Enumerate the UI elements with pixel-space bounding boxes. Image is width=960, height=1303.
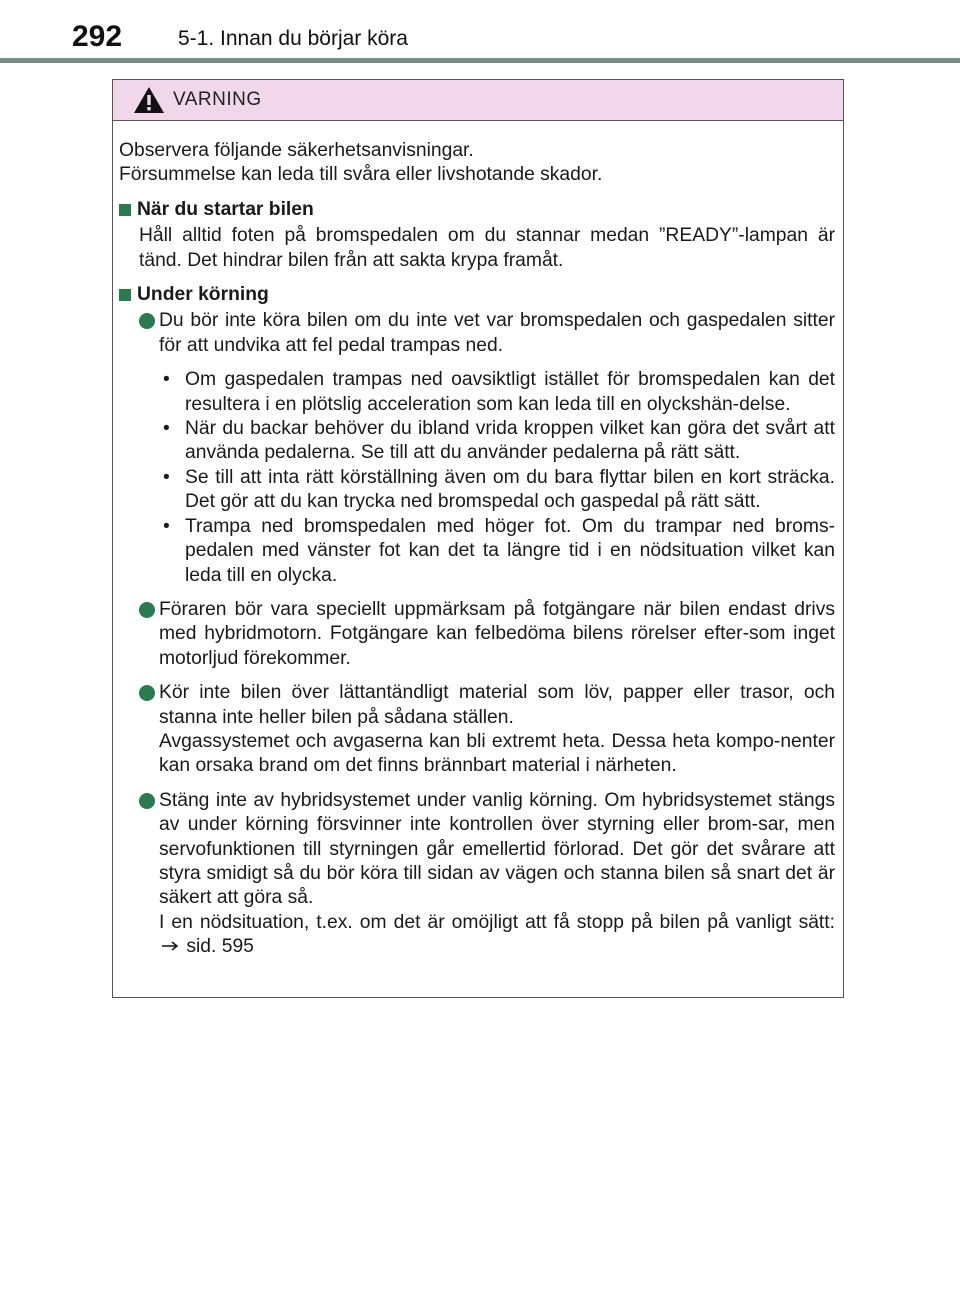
list-item xyxy=(119,598,835,671)
sub-list xyxy=(159,368,835,588)
page-header xyxy=(0,0,960,64)
round-bullet-icon xyxy=(139,685,155,701)
sub-bullet-icon: • xyxy=(163,369,170,391)
page-reference-link[interactable]: sid. 595 xyxy=(186,936,254,958)
bullet-text: Du bör inte köra bilen om du inte vet var bromspedalen och gaspedalen sitter för att undvika att fel pedal trampas ned. xyxy=(159,310,835,356)
sub-list-item xyxy=(159,466,835,515)
section-driving xyxy=(119,283,835,960)
sub-bullet-icon: • xyxy=(163,418,170,440)
section-heading-text: När du startar bilen xyxy=(137,198,314,220)
page-number: 292 xyxy=(72,20,123,53)
bullet-text: Föraren bör vara speciellt uppmärksam på fotgängare när bilen endast drivs med hybridmotorn. Fotgängare kan felbedöma bilens rörelser efter-som inget motorljud förekommer. xyxy=(159,598,835,669)
sub-item-text: När du backar behöver du ibland vrida kroppen vilket kan göra det svårt att använda pedalerna. Se till att du använder pedalerna på rätt sätt. xyxy=(185,418,835,464)
warning-content xyxy=(113,121,843,960)
sub-list-item xyxy=(159,515,835,588)
section-heading xyxy=(119,283,835,307)
sub-item-text: Se till att inta rätt körställning även om du bara flyttar bilen en kort sträcka. Det gör att du kan trycka ned bromspedal och gaspedal på rätt sätt. xyxy=(185,466,835,513)
intro-line: Försummelse kan leda till svåra eller livshotande skador. xyxy=(119,164,603,186)
bullet-text xyxy=(159,911,835,960)
section-heading xyxy=(119,198,835,222)
warning-header xyxy=(113,80,843,121)
square-bullet-icon xyxy=(119,289,131,301)
warning-box xyxy=(112,79,844,998)
warning-intro xyxy=(119,139,835,188)
round-bullet-icon xyxy=(139,793,155,809)
section-title: 5-1. Innan du börjar köra xyxy=(178,27,408,50)
bullet-text-part: I en nödsituation, t.ex. om det är omöjligt att få stopp på bilen på vanligt sätt: xyxy=(159,911,835,933)
bullet-text: Kör inte bilen över lättantändligt material som löv, papper eller trasor, och stanna inte heller bilen på sådana ställen. xyxy=(159,682,835,728)
bullet-text: Avgassystemet och avgaserna kan bli extremt heta. Dessa heta kompo-nenter kan orsaka brand om det finns brännbart material i närheten. xyxy=(159,730,835,777)
round-bullet-icon xyxy=(139,313,155,329)
sub-item-text: Trampa ned bromspedalen med höger fot. Om du trampar ned broms-pedalen med vänster fot kan det ta längre tid i en nödsituation vilket kan leda till en olycka. xyxy=(185,515,835,586)
sub-list-item xyxy=(159,368,835,417)
list-item xyxy=(119,681,835,779)
sub-bullet-icon: • xyxy=(163,466,170,488)
section-starting xyxy=(119,198,835,273)
list-item xyxy=(119,309,835,587)
list-item xyxy=(119,789,835,960)
header-rule xyxy=(0,58,960,63)
sub-bullet-icon: • xyxy=(163,515,170,537)
section-text: Håll alltid foten på bromspedalen om du stannar medan ”READY”-lampan är tänd. Det hindrar bilen från att sakta krypa framåt. xyxy=(139,225,835,271)
round-bullet-icon xyxy=(139,602,155,618)
square-bullet-icon xyxy=(119,204,131,216)
arrow-right-icon xyxy=(159,940,181,952)
sub-item-text: Om gaspedalen trampas ned oavsiktligt istället för bromspedalen kan det resultera i en plötslig acceleration som kan leda till en olyckshän-delse. xyxy=(185,369,835,415)
section-heading-text: Under körning xyxy=(137,284,269,306)
bullet-text: Stäng inte av hybridsystemet under vanlig körning. Om hybridsystemet stängs av under körning försvinner inte kontrollen över styrning eller brom-sar, men servofunktionen till styrningen går emellertid förlorad. Det gör det svårare att styra smidigt så du bör köra till sidan av vägen och stanna bilen så snart det är säkert att göra så. xyxy=(159,789,835,909)
warning-triangle-icon xyxy=(133,86,165,114)
sub-list-item xyxy=(159,417,835,466)
intro-line: Observera följande säkerhetsanvisningar. xyxy=(119,140,474,161)
warning-title: VARNING xyxy=(173,89,262,110)
